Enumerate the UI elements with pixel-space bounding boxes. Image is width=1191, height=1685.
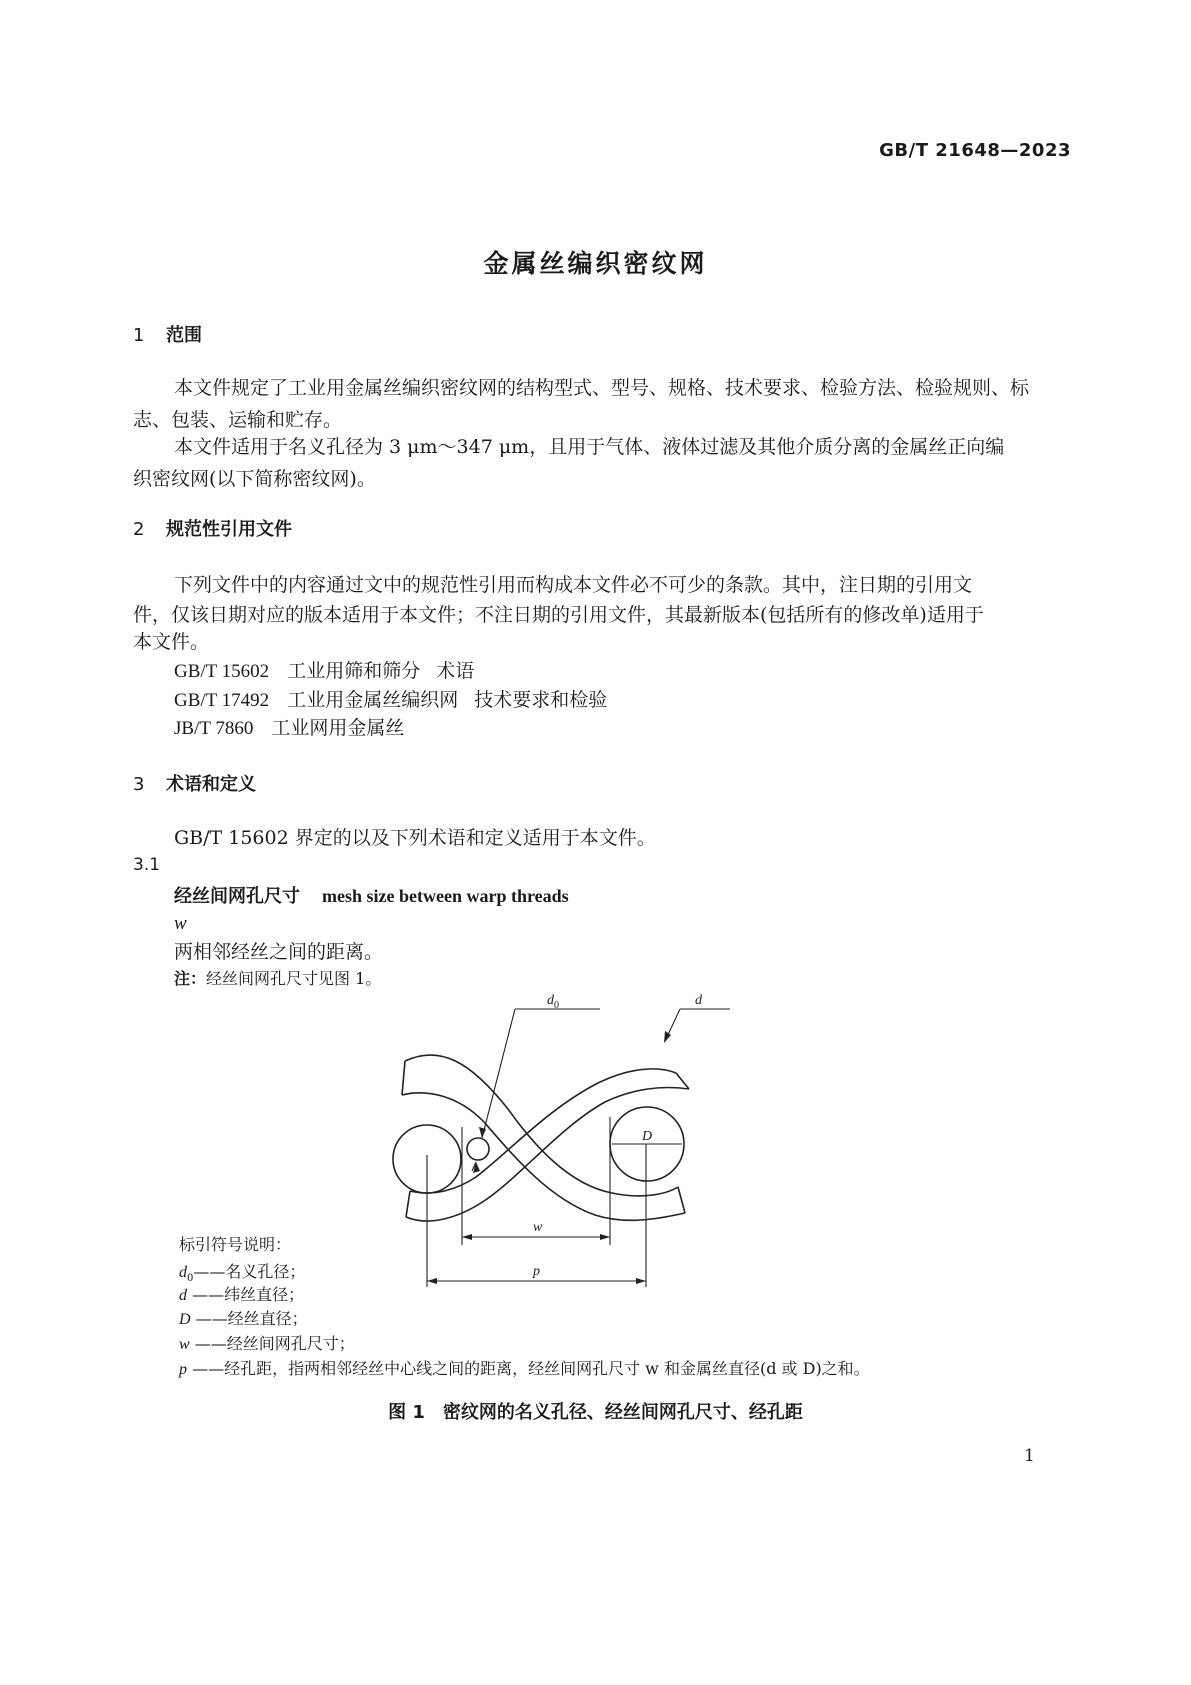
paragraph-line: 下列文件中的内容通过文中的规范性引用而构成本文件必不可少的条款。其中，注日期的引用文 [174,574,973,596]
reference-item [174,656,474,683]
figure-1-diagram [400,993,760,1297]
reference-subtitle: 术语 [436,660,475,682]
legend-symbol: d [179,1264,187,1281]
arrowhead [636,1278,646,1284]
label-d0: $d_0$ [547,993,559,1011]
legend-item [179,1259,305,1284]
legend-symbol: w [179,1336,190,1353]
section-title: 范围 [166,325,202,346]
arrowhead [427,1278,437,1284]
reference-item [174,685,607,712]
legend-text: ——经丝间网孔尺寸； [189,1334,355,1353]
page-number: 1 [1024,1446,1035,1466]
label-D: D [642,1129,653,1144]
weft-end-cap [678,1187,685,1213]
section-number: 2 [133,519,145,540]
reference-code: JB/T 7860 [174,718,254,739]
term-symbol: w [174,913,187,934]
reference-title: 工业网用金属丝 [271,717,405,739]
section-2-heading [133,515,292,541]
legend-item [179,1282,304,1305]
reference-title: 工业用金属丝编织网 [287,689,459,711]
aperture-circle [467,1138,489,1160]
standard-number: GB/T 21648—2023 [879,140,1071,161]
legend-item [179,1331,355,1354]
section-3-heading [133,770,256,796]
reference-subtitle: 技术要求和检验 [474,689,608,711]
arrowhead [600,1234,610,1240]
section-number: 3 [133,774,145,795]
term-name-zh: 经丝间网孔尺寸 [174,886,300,907]
section-1-heading [133,321,202,347]
reference-code: GB/T 15602 [174,661,270,682]
document-title: 金属丝编织密纹网 [483,249,708,278]
reference-title: 工业用筛和筛分 [287,660,421,682]
figure-caption: 图 1 密纹网的名义孔径、经丝间网孔尺寸、经孔距 [388,1402,803,1423]
legend-text: ——纬丝直径； [187,1285,305,1304]
weft-end-cap [676,1073,689,1089]
term-name-en: mesh size between warp threads [322,886,569,906]
leader-d0-diagonal [482,1009,515,1138]
section-number: 1 [133,325,145,346]
paragraph-line: 织密纹网(以下简称密纹网)。 [133,468,376,490]
term-definition: 两相邻经丝之间的距离。 [174,941,384,963]
paragraph-line: GB/T 15602 界定的以及下列术语和定义适用于本文件。 [174,827,656,849]
term-heading [174,882,569,908]
paragraph-line: 志、包装、运输和贮存。 [133,409,343,431]
note-text: 经丝间网孔尺寸见图 1。 [206,969,382,988]
legend-item [179,1306,308,1329]
section-title: 规范性引用文件 [166,519,292,540]
legend-symbol: d [179,1287,187,1304]
legend-text: ——名义孔径； [193,1262,306,1281]
paragraph-line: 本文件适用于名义孔径为 3 μm～347 μm，且用于气体、液体过滤及其他介质分离的金属丝正向编 [174,436,1005,458]
note-label: 注： [174,969,207,988]
label-p: p [533,1264,540,1279]
paragraph-line: 件，仅该日期对应的版本适用于本文件；不注日期的引用文件，其最新版本(包括所有的修改单)适用于 [133,604,984,626]
reference-item [174,713,404,740]
legend-symbol: p [179,1361,187,1378]
weft-end-cap [402,1061,405,1095]
weft-wire-a-outer [405,1055,678,1196]
label-d: d [695,993,702,1008]
weft-end-cap [406,1191,410,1217]
legend-symbol: D [179,1311,191,1328]
term-number: 3.1 [133,855,161,875]
arrowhead [664,1031,671,1043]
legend-text: ——经孔距，指两相邻经丝中心线之间的距离，经丝间网孔尺寸 w 和金属丝直径(d 或 D)之和。 [187,1359,870,1378]
arrowhead [462,1234,472,1240]
legend-text: ——经丝直径； [190,1309,308,1328]
paragraph-line: 本文件规定了工业用金属丝编织密纹网的结构型式、型号、规格、技术要求、检验方法、检验规则、标 [174,377,1030,399]
term-note [174,966,381,989]
legend-item [179,1356,870,1379]
weft-wire-b-inner [410,1069,676,1193]
paragraph-line: 本文件。 [133,631,210,653]
legend-subscript: 0 [187,1273,194,1285]
legend-title: 标引符号说明： [179,1235,292,1254]
label-w: w [533,1220,543,1235]
weft-wire-a-inner [402,1093,685,1220]
reference-code: GB/T 17492 [174,690,270,711]
section-title: 术语和定义 [166,774,256,795]
